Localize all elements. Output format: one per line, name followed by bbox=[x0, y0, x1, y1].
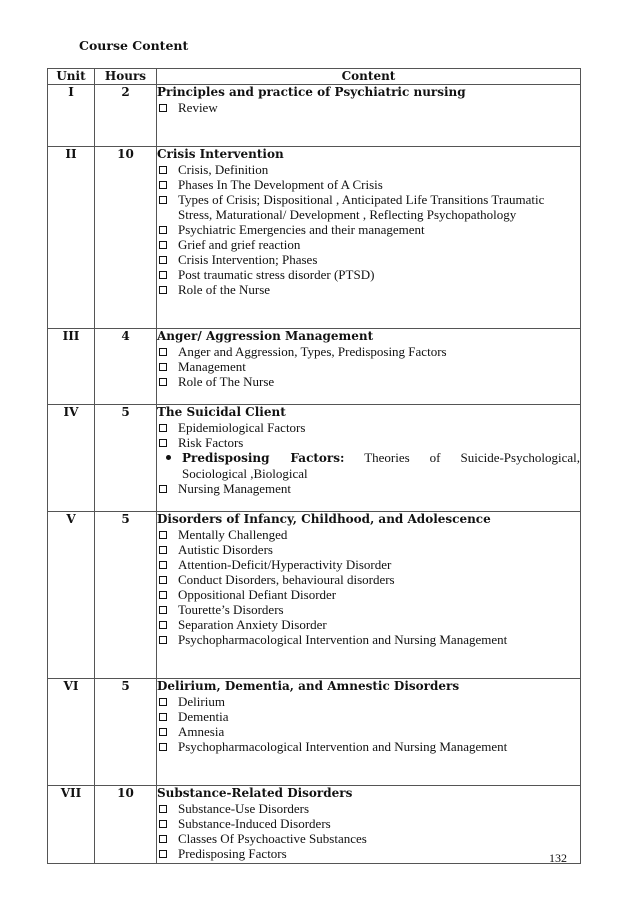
list-item: Grief and grief reaction bbox=[157, 237, 580, 252]
content-column-header: Content bbox=[157, 69, 581, 85]
list-item: Delirium bbox=[157, 694, 580, 709]
unit-number: II bbox=[48, 147, 95, 329]
unit-title: Crisis Intervention bbox=[157, 147, 284, 161]
list-item: Dementia bbox=[157, 709, 580, 724]
table-row bbox=[48, 786, 581, 864]
list-item: Role of the Nurse bbox=[157, 282, 580, 297]
unit-hours: 5 bbox=[95, 679, 157, 786]
list-item: Predisposing Factors bbox=[157, 846, 580, 861]
unit-hours: 10 bbox=[95, 786, 157, 864]
list-item: Types of Crisis; Dispositional , Anticipated Life Transitions Traumatic Stress, Maturational/ Development , Reflecting Psychopathology bbox=[157, 192, 580, 222]
unit-hours: 5 bbox=[95, 512, 157, 679]
list-item: Role of The Nurse bbox=[157, 374, 580, 389]
list-item: Substance-Induced Disorders bbox=[157, 816, 580, 831]
list-item: Attention-Deficit/Hyperactivity Disorder bbox=[157, 557, 580, 572]
unit-column-header: Unit bbox=[48, 69, 95, 85]
page-number: 132 bbox=[549, 851, 567, 865]
unit-hours: 4 bbox=[95, 329, 157, 405]
list-item: Psychopharmacological Intervention and Nursing Management bbox=[157, 739, 580, 754]
list-item: Autistic Disorders bbox=[157, 542, 580, 557]
unit-number: I bbox=[48, 85, 95, 147]
table-row bbox=[48, 679, 581, 786]
list-item: Nursing Management bbox=[157, 481, 580, 496]
list-item: Separation Anxiety Disorder bbox=[157, 617, 580, 632]
unit-title: The Suicidal Client bbox=[157, 405, 286, 419]
page-title: Course Content bbox=[79, 38, 189, 53]
table-row bbox=[48, 147, 581, 329]
unit-number: III bbox=[48, 329, 95, 405]
unit-title: Delirium, Dementia, and Amnestic Disorders bbox=[157, 679, 460, 693]
list-item: Epidemiological Factors bbox=[157, 420, 580, 435]
table-header-row bbox=[48, 69, 581, 85]
sub-list-item bbox=[157, 450, 580, 481]
list-item: Post traumatic stress disorder (PTSD) bbox=[157, 267, 580, 282]
table-row bbox=[48, 405, 581, 512]
list-item: Conduct Disorders, behavioural disorders bbox=[157, 572, 580, 587]
list-item: Anger and Aggression, Types, Predisposing Factors bbox=[157, 344, 580, 359]
unit-number: IV bbox=[48, 405, 95, 512]
list-item: Phases In The Development of A Crisis bbox=[157, 177, 580, 192]
list-item: Review bbox=[157, 100, 580, 115]
sub-item-lead: Predisposing Factors: bbox=[182, 451, 345, 465]
unit-content bbox=[157, 679, 581, 786]
unit-content bbox=[157, 786, 581, 864]
unit-content bbox=[157, 329, 581, 405]
list-item: Classes Of Psychoactive Substances bbox=[157, 831, 580, 846]
table-row bbox=[48, 85, 581, 147]
unit-hours: 5 bbox=[95, 405, 157, 512]
list-item: Psychopharmacological Intervention and Nursing Management bbox=[157, 632, 580, 647]
list-item: Mentally Challenged bbox=[157, 527, 580, 542]
course-content-table bbox=[47, 68, 581, 864]
unit-content bbox=[157, 147, 581, 329]
unit-content bbox=[157, 85, 581, 147]
unit-number: V bbox=[48, 512, 95, 679]
list-item: Crisis Intervention; Phases bbox=[157, 252, 580, 267]
unit-title: Anger/ Aggression Management bbox=[157, 329, 374, 343]
unit-hours: 2 bbox=[95, 85, 157, 147]
list-item: Crisis, Definition bbox=[157, 162, 580, 177]
unit-content bbox=[157, 512, 581, 679]
list-item: Management bbox=[157, 359, 580, 374]
sub-item-text: Theories of Suicide-Psychological, Sociological ,Biological bbox=[182, 450, 580, 481]
unit-title: Disorders of Infancy, Childhood, and Adolescence bbox=[157, 512, 491, 526]
unit-hours: 10 bbox=[95, 147, 157, 329]
table-row bbox=[48, 512, 581, 679]
table-row bbox=[48, 329, 581, 405]
unit-content bbox=[157, 405, 581, 512]
hours-column-header: Hours bbox=[95, 69, 157, 85]
list-item: Substance-Use Disorders bbox=[157, 801, 580, 816]
list-item: Risk Factors bbox=[157, 435, 580, 450]
list-item: Psychiatric Emergencies and their management bbox=[157, 222, 580, 237]
unit-title: Substance-Related Disorders bbox=[157, 786, 353, 800]
unit-title: Principles and practice of Psychiatric nursing bbox=[157, 85, 466, 99]
unit-number: VII bbox=[48, 786, 95, 864]
list-item: Tourette’s Disorders bbox=[157, 602, 580, 617]
list-item: Amnesia bbox=[157, 724, 580, 739]
unit-number: VI bbox=[48, 679, 95, 786]
list-item: Oppositional Defiant Disorder bbox=[157, 587, 580, 602]
